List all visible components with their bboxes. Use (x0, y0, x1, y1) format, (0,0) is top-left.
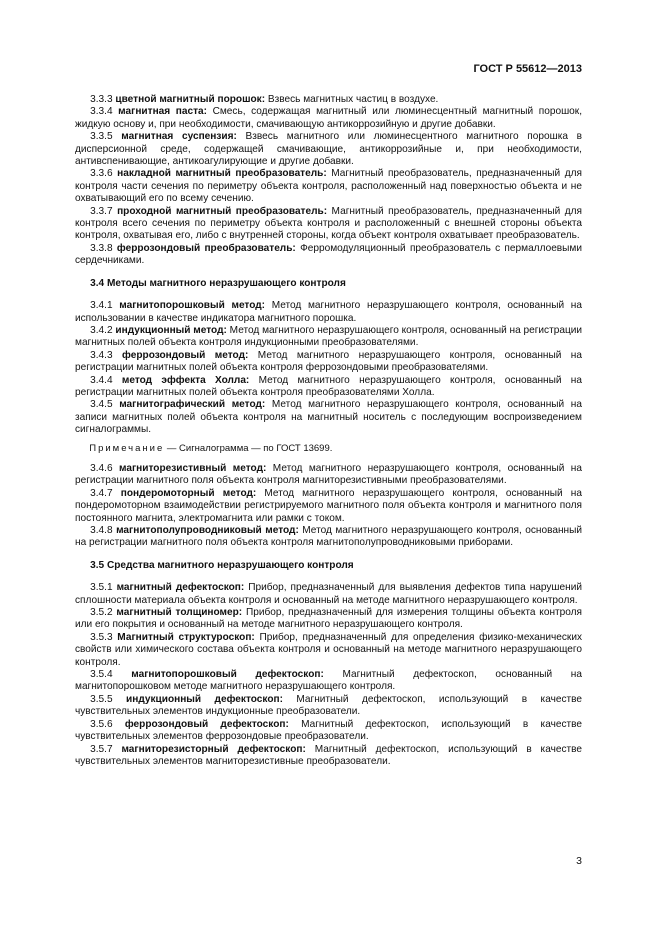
term-title: накладной магнитный преобразователь: (117, 168, 327, 180)
term-entry (75, 399, 582, 436)
term-title: магнитная паста: (118, 106, 207, 118)
term-title: магнитографический метод: (119, 399, 266, 411)
term-entry (75, 719, 582, 744)
term-entry (75, 94, 582, 106)
term-title: индукционный дефектоскоп: (126, 693, 283, 705)
entry-number: 3.5.7 (90, 743, 113, 755)
entry-number: 3.5.1 (90, 582, 113, 594)
term-definition: Магнитный преобразователь, предназначенный для контроля части сечения по периметру объекта контроля, расположенный над поверхностью объекта и не охватывающий его по всему сечению. (75, 168, 582, 205)
term-entry (75, 632, 582, 669)
term-definition: Метод магнитного неразрушающего контроля, основанный на пондеромоторном взаимодействии регистрируемого магнитного поля объекта контроля и магнитного поля постоянного магнита, электромагнита или рамки с током. (75, 487, 582, 524)
term-definition: Метод магнитного неразрушающего контроля, основанный на регистрации магнитного поля объекта контроля магнитополупроводниковыми приборами. (75, 525, 583, 549)
term-entry (75, 168, 582, 205)
page-content (75, 94, 582, 768)
note-text: — Сигналограмма — по ГОСТ 13699. (164, 442, 333, 454)
page-number: 3 (576, 855, 582, 867)
entry-number: 3.4.3 (90, 349, 113, 361)
term-entry (75, 131, 582, 168)
term-definition: Метод магнитного неразрушающего контроля, основанный на использовании в качестве индикатора магнитного порошка. (75, 300, 582, 324)
entry-number: 3.3.7 (90, 205, 113, 217)
term-definition: Метод магнитного неразрушающего контроля, основанный на регистрации магнитного поля объекта контроля магниторезистивными преобразователями. (75, 462, 582, 487)
term-title: магнитный толщиномер: (116, 607, 243, 619)
entry-number: 3.4.8 (90, 525, 113, 536)
entry-number: 3.3.5 (90, 131, 113, 143)
section-heading-text: 3.5 Средства магнитного неразрушающего контроля (90, 559, 354, 571)
term-entry (75, 525, 582, 550)
entry-number: 3.3.4 (90, 106, 113, 118)
term-entry (75, 350, 582, 375)
section-3-4-list (75, 300, 582, 550)
term-definition: Ферромодуляционный преобразователь с пермаллоевыми сердечниками. (75, 242, 582, 267)
term-definition: Магнитный дефектоскоп, использующий в качестве чувствительных элементов магниторезистивные преобразователи. (75, 743, 582, 767)
term-entry (75, 582, 582, 607)
entry-number: 3.5.6 (90, 718, 113, 730)
term-entry (75, 744, 582, 769)
entry-number: 3.4.7 (90, 487, 113, 499)
entry-number: 3.4.6 (90, 462, 113, 474)
note (75, 443, 582, 455)
term-entry (75, 325, 582, 350)
term-definition: Магнитный дефектоскоп, основанный на магнитопорошковом методе магнитного неразрушающего контроля. (75, 669, 582, 693)
section-heading-3-4 (75, 278, 582, 290)
term-title: Магнитный структуроскоп: (117, 631, 255, 643)
term-definition: Смесь, содержащая магнитный или люминесцентный магнитный порошок, жидкую основу и, при необходимости, смачивающую антикоррозийную и другие добавки. (75, 106, 582, 130)
term-entry (75, 607, 582, 632)
term-title: феррозондовый преобразователь: (116, 242, 296, 254)
term-title: пондеромоторный метод: (120, 487, 257, 499)
section-3-3-list (75, 94, 582, 268)
term-definition: Метод магнитного неразрушающего контроля, основанный на регистрации магнитных полей объекта контроля преобразователями Холла. (75, 374, 582, 398)
term-title: магнитополупроводниковый метод: (116, 525, 299, 536)
term-title: феррозондовый метод: (122, 349, 249, 361)
term-definition: Магнитный дефектоскоп, использующий в качестве чувствительных элементов феррозондовые преобразователи. (75, 718, 582, 743)
term-entry (75, 669, 582, 694)
entry-number: 3.5.4 (90, 669, 113, 681)
term-entry (75, 206, 582, 243)
term-title: метод эффекта Холла: (121, 374, 250, 386)
entry-number: 3.5.5 (90, 693, 113, 705)
term-definition: Метод магнитного неразрушающего контроля, основанный на регистрации магнитных полей объекта контроля феррозондовыми преобразователями. (75, 349, 582, 374)
term-entry (75, 106, 582, 131)
entry-number: 3.5.3 (90, 631, 113, 643)
note-label: Примечание (89, 442, 165, 454)
section-heading-3-5 (75, 560, 582, 572)
term-title: магнитопорошковый дефектоскоп: (131, 669, 324, 681)
entry-number: 3.3.3 (90, 94, 113, 105)
section-heading-text: 3.4 Методы магнитного неразрушающего контроля (90, 277, 346, 289)
term-title: магниторезисторный дефектоскоп: (121, 743, 306, 755)
entry-number: 3.3.8 (90, 242, 113, 254)
entry-number: 3.5.2 (90, 607, 113, 619)
document-id-header: ГОСТ Р 55612—2013 (473, 63, 582, 75)
term-definition: Магнитный дефектоскоп, использующий в качестве чувствительных элементов индукционные преобразователи. (75, 693, 582, 718)
term-definition: Магнитный преобразователь, предназначенный для контроля всего сечения по периметру объекта контроля и расположенный с внешней стороны объекта контроля, охватывая его, либо с внутренней стороны, когда объект контроля охватывает преобразователь. (75, 205, 582, 242)
term-entry (75, 243, 582, 268)
term-definition: Метод магнитного неразрушающего контроля, основанный на регистрации магнитных полей объекта контроля индукционными преобразователями. (75, 324, 583, 349)
entry-number: 3.4.1 (90, 300, 113, 312)
term-entry (75, 375, 582, 400)
term-title: феррозондовый дефектоскоп: (124, 718, 289, 730)
term-title: магнитный дефектоскоп: (116, 582, 245, 594)
term-definition: Прибор, предназначенный для выявления дефектов типа нарушений сплошности материала объекта контроля и основанный на методе магнитного неразрушающего контроля. (75, 582, 582, 606)
entry-number: 3.3.6 (90, 168, 113, 180)
term-definition: Прибор, предназначенный для измерения толщины объекта контроля или его покрытия и основанный на методе магнитного неразрушающего контроля. (75, 607, 583, 631)
term-definition: Взвесь магнитных частиц в воздухе. (265, 94, 439, 105)
term-entry (75, 300, 582, 325)
entry-number: 3.4.2 (90, 324, 113, 336)
term-entry (75, 694, 582, 719)
term-definition: Метод магнитного неразрушающего контроля, основанный на записи магнитных полей объекта контроля на магнитный носитель с последующим воспроизведением сигналограммы. (75, 399, 582, 436)
term-title: индукционный метод: (115, 324, 227, 336)
section-3-5-list (75, 582, 582, 768)
entry-number: 3.4.5 (90, 399, 113, 411)
term-entry (75, 463, 582, 488)
term-title: магнитная суспензия: (121, 131, 237, 143)
term-title: проходной магнитный преобразователь: (117, 205, 328, 217)
term-definition: Прибор, предназначенный для определения физико-механических свойств или химического состава объекта контроля и основанный на методе магнитного неразрушающего контроля. (75, 631, 583, 668)
term-definition: Взвесь магнитного или люминесцентного магнитного порошка в дисперсионной среде, содержащей смачивающие, антикоррозийные и, при необходимости, антивспенивающие, антикоагулирующие и другие добавки. (75, 131, 582, 168)
term-title: магниторезистивный метод: (119, 462, 267, 474)
entry-number: 3.4.4 (90, 374, 113, 386)
term-entry (75, 488, 582, 525)
term-title: цветной магнитный порошок: (115, 94, 266, 105)
term-title: магнитопорошковый метод: (119, 300, 266, 312)
